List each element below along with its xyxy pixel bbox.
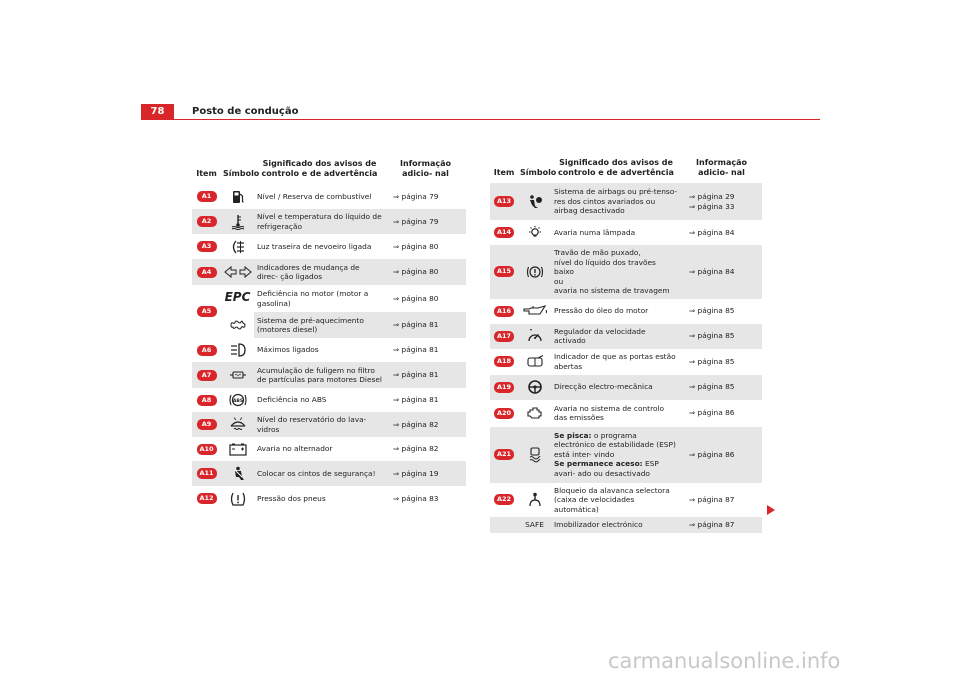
meaning-text: Deficiência no motor (motor a gasolina): [257, 289, 369, 308]
page-ref: ⇒ página 80: [393, 293, 439, 303]
item-badge: A10: [197, 444, 217, 455]
page-ref: ⇒ página 85: [689, 306, 735, 316]
col-symbol: Símbolo: [520, 168, 557, 177]
glow-plug-icon: [228, 317, 248, 333]
item-badge: A12: [197, 493, 217, 504]
table-row: [192, 362, 466, 388]
gear-lever-lock-icon: [525, 492, 545, 508]
table-row: [490, 400, 762, 427]
page-ref: ⇒ página 87: [681, 517, 762, 533]
coolant-temperature-icon: [228, 214, 248, 230]
watermark: carmanualsonline.info: [608, 649, 841, 673]
engine-check-icon: [525, 405, 545, 421]
table-row: [490, 245, 762, 299]
page-ref: ⇒ página 80: [385, 259, 466, 285]
meaning-text: Travão de mão puxado, nível do líquido dos travões baixo ou avaria no sistema de travagem: [551, 245, 681, 299]
page-number: 78: [141, 104, 174, 120]
page-ref: ⇒ página 82: [385, 412, 466, 437]
page-ref: ⇒ página 87: [689, 495, 735, 504]
table-row: [192, 437, 466, 461]
item-badge: A7: [197, 370, 217, 381]
table-row: [192, 285, 466, 312]
table-row: [490, 483, 762, 518]
meaning-text: Acumulação de fuligem no filtro de partículas para motores Diesel: [254, 362, 385, 388]
page-ref: ⇒ página 79: [385, 209, 466, 234]
page-ref: ⇒ página 79: [393, 191, 439, 201]
page-ref: ⇒ página 85: [681, 375, 762, 400]
page-ref: ⇒ página 86: [681, 427, 762, 483]
item-badge: A19: [494, 382, 514, 393]
left-symbol-table: [192, 157, 466, 511]
meaning-text: Direcção electro-mecânica: [551, 375, 681, 400]
table-row: [192, 486, 466, 511]
item-badge: A22: [494, 494, 514, 505]
meaning-text: Imobilizador electrónico: [551, 517, 681, 533]
abs-icon: [228, 392, 248, 408]
meaning-text: Sistema de airbags ou pré-tenso- res dos cintos avariados ou airbag desactivado: [551, 183, 681, 220]
seat-belt-icon: [228, 466, 248, 482]
table-row: [490, 517, 762, 533]
item-badge: A13: [494, 196, 514, 207]
item-badge: A20: [494, 408, 514, 419]
item-badge: A5: [197, 306, 217, 317]
table-row: [490, 183, 762, 220]
door-open-icon: [525, 354, 545, 370]
col-symbol: Símbolo: [223, 169, 260, 178]
tyre-pressure-icon: [228, 491, 248, 507]
meaning-text: Colocar os cintos de segurança!: [254, 461, 385, 486]
high-beam-icon: [228, 342, 248, 358]
col-meaning: Significado dos avisos de controlo e de advertência: [261, 159, 378, 178]
table-row: [490, 349, 762, 375]
item-badge: A9: [197, 419, 217, 430]
meaning-text: Regulador da velocidade activado: [551, 324, 681, 349]
page-ref: ⇒ página 84: [689, 227, 735, 237]
page-ref: ⇒ página 82: [393, 444, 439, 454]
item-badge: A21: [494, 449, 514, 460]
continue-arrow-icon: [767, 505, 775, 515]
page-ref: ⇒ página 81: [385, 362, 466, 388]
meaning-text: Bloqueio da alavanca selectora (caixa de velocidades automática): [554, 485, 670, 514]
rear-fog-light-icon: [228, 239, 248, 255]
item-badge: A6: [197, 345, 217, 356]
fuel-pump-icon: [228, 189, 248, 205]
cruise-control-icon: [525, 328, 545, 344]
epc-icon: EPC: [224, 290, 251, 305]
meaning-text: Avaria no sistema de controlo das emissões: [554, 403, 665, 422]
meaning-text: Deficiência no ABS: [257, 395, 327, 405]
header-rule: [141, 119, 820, 120]
col-info: Informação adicio- nal: [400, 159, 451, 178]
page-ref: ⇒ página 84: [681, 245, 762, 299]
col-item: Item: [196, 169, 217, 178]
table-row: [192, 259, 466, 285]
battery-icon: [228, 441, 248, 457]
page-ref: ⇒ página 85: [689, 356, 735, 366]
page-title: Posto de condução: [192, 106, 299, 117]
meaning-text: Sistema de pré-aquecimento (motores diesel): [254, 312, 385, 338]
meaning-text: Indicadores de mudança de direc- ção ligados: [254, 259, 385, 285]
col-item: Item: [493, 168, 515, 177]
page-ref: ⇒ página 86: [689, 408, 735, 418]
turn-signal-icon: [223, 264, 253, 280]
item-badge: A16: [494, 306, 514, 317]
diesel-particulate-filter-icon: [228, 367, 248, 383]
brake-warning-icon: [525, 264, 545, 280]
meaning-text: Se pisca: o programa electrónico de estabilidade (ESP) está inter- vindo Se permanece aceso: ESP avari- ado ou desactivado: [551, 427, 681, 483]
table-row: [192, 234, 466, 259]
bulb-failure-icon: [525, 225, 545, 241]
item-badge: A11: [197, 468, 217, 479]
airbag-icon: [525, 194, 545, 210]
table-row: [192, 184, 466, 209]
table-row: [192, 209, 466, 234]
steering-icon: [525, 379, 545, 395]
meaning-text: Indicador de que as portas estão abertas: [554, 352, 676, 371]
meaning-text: Pressão do óleo do motor: [554, 306, 649, 316]
item-badge: A15: [494, 266, 514, 277]
right-symbol-table: [490, 155, 762, 533]
page-ref: ⇒ página 29 ⇒ página 33: [681, 183, 762, 220]
table-row: [490, 299, 762, 324]
col-meaning: Significado dos avisos de controlo e de advertência: [558, 158, 674, 177]
safe-text: SAFE: [518, 517, 551, 533]
item-badge: A1: [197, 191, 217, 202]
meaning-text: Máximos ligados: [257, 345, 319, 355]
table-row: [192, 412, 466, 437]
meaning-text: Pressão dos pneus: [257, 493, 326, 503]
item-badge: A17: [494, 331, 514, 342]
table-row: [490, 375, 762, 400]
table-row: [490, 427, 762, 483]
meaning-text: Nível / Reserva de combustível: [257, 191, 372, 201]
col-info: Informação adicio- nal: [696, 158, 747, 177]
meaning-text: Avaria no alternador: [257, 444, 333, 454]
item-badge: A3: [197, 241, 217, 252]
table-row: [192, 461, 466, 486]
page-ref: ⇒ página 85: [681, 324, 762, 349]
meaning-text: Avaria numa lâmpada: [554, 227, 636, 237]
meaning-text: Nível do reservatório do lava-vidros: [254, 412, 385, 437]
item-badge: A18: [494, 356, 514, 367]
washer-fluid-icon: [228, 417, 248, 433]
oil-can-icon: [520, 303, 550, 319]
table-row: [490, 324, 762, 349]
meaning-text: Luz traseira de nevoeiro ligada: [257, 241, 372, 251]
page-ref: ⇒ página 80: [393, 241, 439, 251]
page-ref: ⇒ página 19: [385, 461, 466, 486]
table-row: [490, 220, 762, 245]
table-row: [192, 312, 466, 338]
meaning-text: Nível e temperatura do líquido de refrigeração: [254, 209, 385, 234]
esp-icon: [525, 447, 545, 463]
svg-text:ABS: ABS: [232, 398, 243, 404]
table-row: [192, 338, 466, 362]
item-badge: A4: [197, 267, 217, 278]
item-badge: A8: [197, 395, 217, 406]
page-ref: ⇒ página 81: [393, 345, 439, 355]
table-row: [192, 388, 466, 412]
item-badge: A2: [197, 216, 217, 227]
page-ref: ⇒ página 83: [393, 493, 439, 503]
page-ref: ⇒ página 81: [393, 395, 439, 405]
page-ref: ⇒ página 81: [385, 312, 466, 338]
item-badge: A14: [494, 227, 514, 238]
